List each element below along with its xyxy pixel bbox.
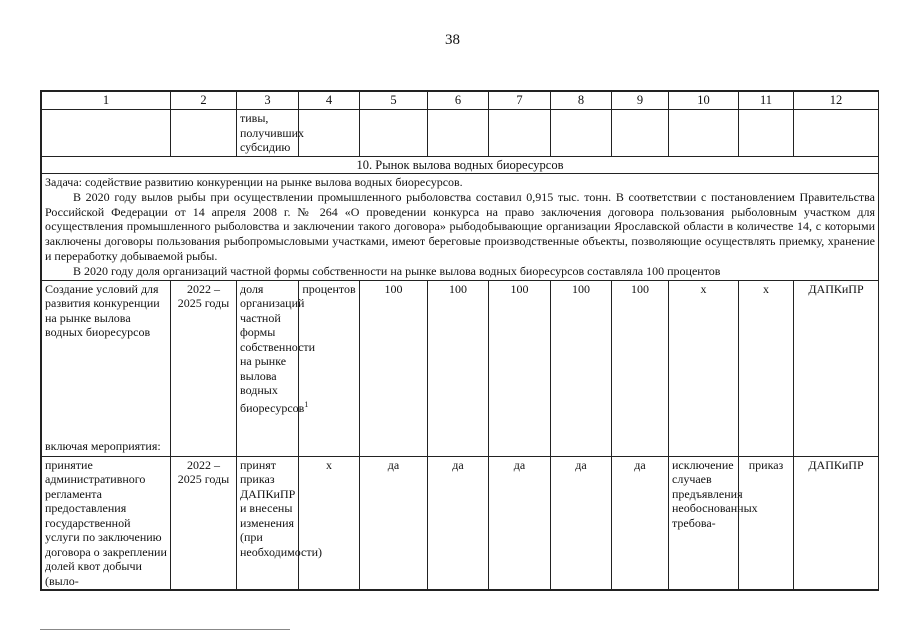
responsible-cell: ДАПКиПР xyxy=(794,280,879,456)
measure-name: принятие административного регламента предоставления государственной услуги по заключению договора о закреплении долей квот добычи (выло- xyxy=(42,456,171,590)
document-cell: приказ xyxy=(739,456,794,590)
value-cell: да xyxy=(612,456,669,590)
table-row xyxy=(42,280,879,456)
measure-name-text: Создание условий для развития конкуренции на рынке вылова водных биоресурсов xyxy=(45,281,160,340)
indicator-cell: принят приказ ДАПКиПР и внесены изменения (при необходимости) xyxy=(237,456,299,590)
value-cell: 100 xyxy=(428,280,489,456)
col-number-9: 9 xyxy=(612,92,669,110)
continued-row xyxy=(42,110,879,157)
section-row xyxy=(42,156,879,174)
section-title: 10. Рынок вылова водных биоресурсов xyxy=(42,156,879,174)
indicator-text: доля организаций частной формы собственности на рынке вылова водных биоресурсов xyxy=(240,281,316,415)
value-cell: да xyxy=(489,456,551,590)
value-cell: да xyxy=(360,456,428,590)
section-info xyxy=(42,174,879,281)
value-cell: 100 xyxy=(612,280,669,456)
col-number-7: 7 xyxy=(489,92,551,110)
unit-cell: процентов xyxy=(299,280,360,456)
col-number-3: 3 xyxy=(237,92,299,110)
col-number-5: 5 xyxy=(360,92,428,110)
col-number-10: 10 xyxy=(669,92,739,110)
footnote-marker: 1 xyxy=(304,399,309,409)
result-cell: х xyxy=(669,280,739,456)
value-cell: да xyxy=(428,456,489,590)
page-number: 38 xyxy=(445,32,460,48)
paragraph-share: В 2020 году доля организаций частной формы собственности на рынке вылова водных биоресурсов составляла 100 процентов xyxy=(73,263,721,278)
indicator-cell xyxy=(237,280,316,456)
document-cell: х xyxy=(739,280,794,456)
value-cell: да xyxy=(551,456,612,590)
continued-cell: тивы, получивших субсидию xyxy=(237,110,299,157)
value-cell: 100 xyxy=(360,280,428,456)
result-cell: исключение случаев предъявления необоснованных требова- xyxy=(669,456,739,590)
unit-cell: х xyxy=(299,456,360,590)
value-cell: 100 xyxy=(489,280,551,456)
period-cell: 2022 – 2025 годы xyxy=(171,456,237,590)
responsible-cell: ДАПКиПР xyxy=(794,456,879,590)
table-row xyxy=(42,456,879,590)
col-number-2: 2 xyxy=(171,92,237,110)
value-cell: 100 xyxy=(551,280,612,456)
table-grid xyxy=(41,91,879,590)
column-numbers-row xyxy=(42,92,879,110)
col-number-1: 1 xyxy=(42,92,171,110)
period-cell: 2022 – 2025 годы xyxy=(171,280,237,456)
task-text: Задача: содействие развитию конкуренции на рынке вылова водных биоресурсов. xyxy=(45,175,463,189)
col-number-4: 4 xyxy=(299,92,360,110)
measure-footer-text: включая мероприятия: xyxy=(45,439,161,454)
section-info-row xyxy=(42,174,879,281)
col-number-8: 8 xyxy=(551,92,612,110)
paragraph-catch: В 2020 году вылов рыбы при осуществлении промышленного рыболовства составил 0,915 тыс. тонн. В соответствии с постановлением Правительства Российской Федерации от 14 апреля 2008 г. № 264 «О проведении конкурса на право заключения договора пользования рыболовным участком для осуществления промышленного рыболовства и заключении такого договора» рыбодобывающие организации Ярославской области в количестве 14, с которыми заключены договоры пользования рыбопромысловыми участками, имеют береговые производственные объекты, позволяющие осуществлять приемку, хранение и переработку добываемой рыбы. xyxy=(45,189,875,263)
footnote-divider xyxy=(40,629,290,630)
col-number-6: 6 xyxy=(428,92,489,110)
measure-name xyxy=(42,280,171,456)
col-number-12: 12 xyxy=(794,92,879,110)
col-number-11: 11 xyxy=(739,92,794,110)
measures-table xyxy=(40,90,879,591)
